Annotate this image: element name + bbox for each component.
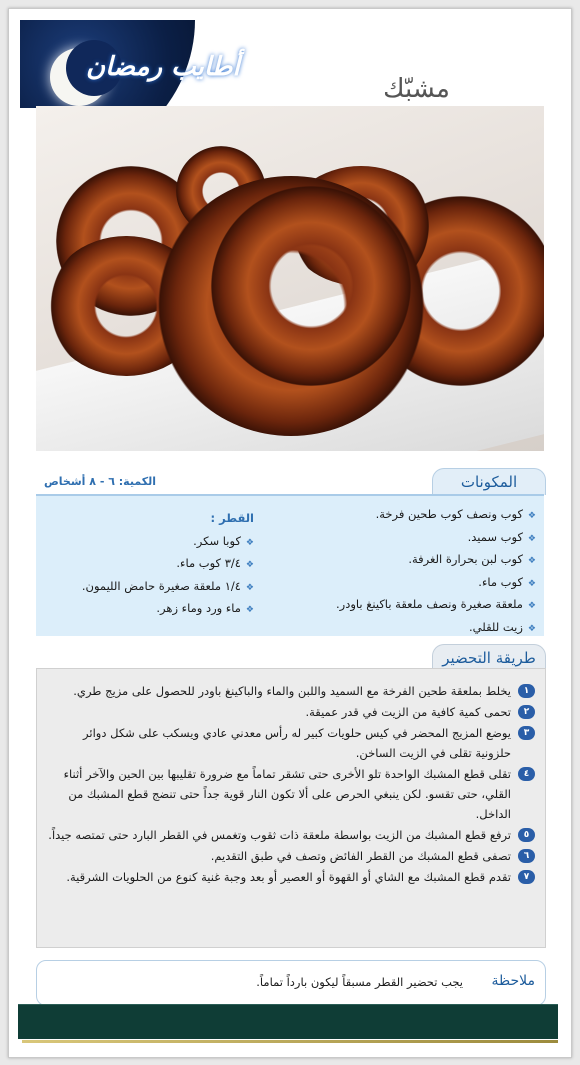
footer-bar (18, 1004, 558, 1039)
step-item (47, 723, 535, 763)
list-item: ❖ كوبا سكر. (82, 531, 254, 554)
list-item: ❖ كوب ونصف كوب طحين فرخة. (336, 504, 536, 527)
page-title: مشبّك (383, 74, 450, 104)
step-number: ٤ (518, 767, 535, 781)
syrup-ingredients-list (82, 508, 254, 621)
syrup-title: القطر : (210, 511, 254, 525)
step-number: ٢ (518, 705, 535, 719)
step-text: تصفى قطع المشبك من القطر الفائض وتصف في طبق التقديم. (210, 849, 511, 863)
step-text: يوضع المزيج المحضر في كيس حلويات كبير له رأس معدني عادي ويسكب على شكل دوائر حلزونية تقلى في الزيت الساخن. (83, 726, 511, 760)
step-number: ٦ (518, 849, 535, 863)
header (20, 20, 560, 108)
steps-list (47, 681, 535, 888)
list-item: ❖ ١/٤ ملعقة صغيرة حامض الليمون. (82, 576, 254, 599)
step-item (47, 825, 535, 845)
step-number: ٣ (518, 726, 535, 740)
method-box (36, 668, 546, 948)
note-box (36, 960, 546, 1006)
step-item (47, 867, 535, 887)
list-item: ❖ كوب سميد. (336, 527, 536, 550)
note-text: يجب تحضير القطر مسبقاً ليكون بارداً تماماً. (256, 975, 463, 989)
footer-accent-line (22, 1040, 558, 1043)
mushabbak-piece-front (211, 186, 411, 386)
servings: الكمية: ٦ - ٨ أشخاص (44, 475, 157, 488)
dish-photo (36, 106, 544, 451)
tab-method: طريقة التحضير (432, 644, 546, 671)
step-number: ٥ (518, 828, 535, 842)
step-item (47, 681, 535, 701)
note-label: ملاحظة (491, 973, 535, 989)
step-item (47, 764, 535, 824)
ingredients-box (36, 494, 544, 636)
step-text: تحمى كمية كافية من الزيت في قدر عميقة. (305, 705, 511, 719)
list-item: ❖ كوب ماء. (336, 572, 536, 595)
tab-ingredients: المكونات (432, 468, 546, 495)
list-item: ❖ ملعقة صغيرة ونصف ملعقة باكينغ باودر. (336, 594, 536, 617)
step-item (47, 702, 535, 722)
list-item: ❖ كوب لبن بحرارة الغرفة. (336, 549, 536, 572)
step-text: ترفع قطع المشبك من الزيت بواسطة ملعقة ذات ثقوب وتغمس في القطر البارد حتى تمتصه جيداً. (48, 828, 511, 842)
step-text: يخلط بملعقة طحين الفرخة مع السميد واللبن والماء والباكينغ باودر للحصول على مزيج طري. (73, 684, 511, 698)
list-item: ❖ زيت للقلي. (336, 617, 536, 640)
step-number: ١ (518, 684, 535, 698)
list-item: ❖ ٣/٤ كوب ماء. (82, 553, 254, 576)
list-item: ❖ ماء ورد وماء زهر. (82, 598, 254, 621)
main-ingredients-list (336, 504, 536, 639)
step-item (47, 846, 535, 866)
step-text: تقدم قطع المشبك مع الشاي أو القهوة أو العصير أو بعد وجبة غنية كنوع من الحلويات الشرقية. (66, 870, 511, 884)
site-logo[interactable]: أطايب رمضان (86, 52, 240, 82)
step-number: ٧ (518, 870, 535, 884)
step-text: تقلى قطع المشبك الواحدة تلو الأخرى حتى تشقر تماماً مع ضرورة تقليبها بين الحين والآخر أثناء القلي، حتى تقسو. لكن ينبغي الحرص على ألا تكون النار قوية جداً حتى تنضج قطع المشبك من الداخل. (63, 767, 511, 821)
